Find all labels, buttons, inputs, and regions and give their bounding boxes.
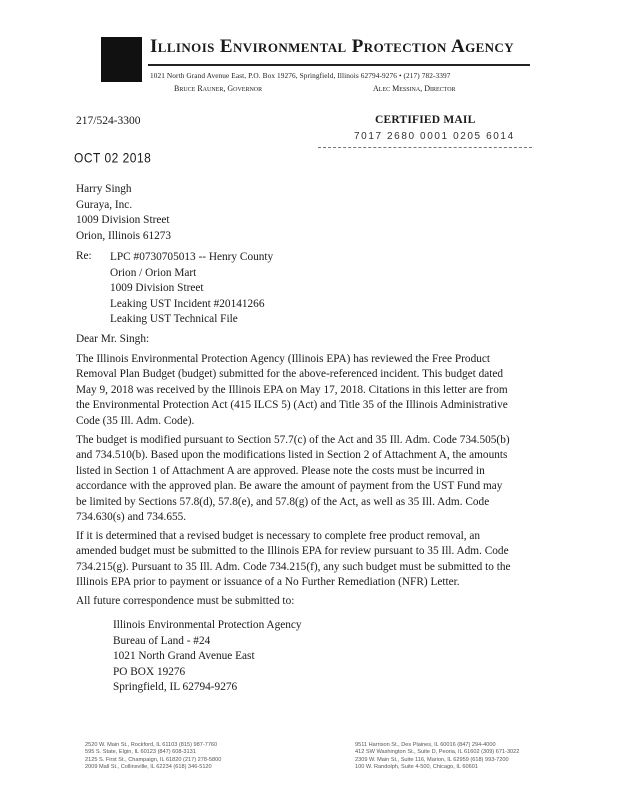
- footer-office: 2009 Mall St., Collinsville, IL 62234 (618) 346-5120: [85, 764, 212, 771]
- paragraph-line: If it is determined that a revised budget is necessary to complete free product removal, an: [76, 530, 481, 542]
- agency-logo: [101, 37, 142, 82]
- reference-label: Re:: [76, 250, 92, 262]
- reference-line: LPC #0730705013 -- Henry County: [110, 251, 274, 263]
- certified-mail-label: CERTIFIED MAIL: [375, 114, 476, 126]
- agency-address: 1021 North Grand Avenue East, P.O. Box 19276, Springfield, Illinois 62794-9276 • (217) 782-3397: [150, 71, 451, 80]
- paragraph-line: listed in Section 1 of Attachment A are approved. Please note the costs must be incurred in: [76, 464, 485, 477]
- tracking-divider: [318, 147, 532, 148]
- footer-office: 2309 W. Main St., Suite 116, Marion, IL 62959 (618) 993-7200: [355, 756, 509, 763]
- paragraph-line: 734.630(s) and 734.655.: [76, 511, 187, 524]
- body-paragraph-review: [76, 352, 546, 429]
- mailing-address-line: 1021 North Grand Avenue East: [113, 650, 255, 663]
- paragraph-line: and 734.510(b). Based upon the modifications listed in Section 2 of Attachment A, the amounts: [76, 449, 508, 462]
- paragraph-line: Illinois EPA prior to payment or issuance of a No Further Remediation (NFR) Letter.: [76, 576, 460, 589]
- recipient-address: [76, 182, 171, 244]
- recipient-line: Orion, Illinois 61273: [76, 229, 172, 242]
- director-name: Alec Messina, Director: [373, 84, 456, 93]
- paragraph-line: Removal Plan Budget (budget) submitted for the above-referenced incident. This budget dated: [76, 368, 504, 381]
- footer-office: 595 S. State, Elgin, IL 60123 (847) 608-3131: [85, 749, 196, 756]
- recipient-line: Harry Singh: [76, 183, 132, 195]
- mailing-address: [113, 618, 302, 696]
- mailing-address-line: Bureau of Land - #24: [113, 634, 211, 647]
- paragraph-line: the Environmental Protection Act (415 ILCS 5) (Act) and Title 35 of the Illinois Administrative: [76, 399, 508, 412]
- footer-offices-right: [355, 742, 519, 772]
- body-paragraph-revised-budget: [76, 529, 546, 591]
- phone-number: 217/524-3300: [76, 115, 141, 127]
- paragraph-line: The budget is modified pursuant to Section 57.7(c) of the Act and 35 Ill. Adm. Code 734.505(b): [76, 434, 510, 446]
- paragraph-line: All future correspondence must be submitted to:: [76, 595, 295, 607]
- agency-name: Illinois Environmental Protection Agency: [150, 36, 515, 57]
- body-paragraph-correspondence: [76, 594, 546, 609]
- footer-office: 100 W. Randolph, Suite 4-500, Chicago, IL 60601: [355, 764, 478, 771]
- salutation: Dear Mr. Singh:: [76, 333, 150, 345]
- paragraph-line: Code (35 Ill. Adm. Code).: [76, 414, 195, 427]
- body-paragraph-modification: [76, 433, 546, 525]
- mailing-address-line: Illinois Environmental Protection Agency: [113, 619, 302, 631]
- footer-offices-left: [85, 742, 221, 772]
- mailing-address-line: Springfield, IL 62794-9276: [113, 681, 238, 694]
- footer-office: 9511 Harrison St., Des Plaines, IL 60016 (847) 294-4000: [355, 742, 496, 748]
- footer-office: 2520 W. Main St., Rockford, IL 61103 (815) 987-7760: [85, 742, 218, 748]
- reference-line: 1009 Division Street: [110, 282, 204, 295]
- paragraph-line: amended budget must be submitted to the Illinois EPA for review pursuant to 35 Ill. Adm. Code: [76, 545, 509, 558]
- footer-office: 2125 S. First St., Champaign, IL 61820 (217) 278-5800: [85, 756, 222, 763]
- header-divider: [148, 64, 530, 66]
- paragraph-line: The Illinois Environmental Protection Agency (Illinois EPA) has reviewed the Free Product: [76, 353, 491, 365]
- governor-name: Bruce Rauner, Governor: [174, 84, 263, 93]
- recipient-line: 1009 Division Street: [76, 214, 170, 227]
- recipient-line: Guraya, Inc.: [76, 198, 133, 211]
- paragraph-line: May 9, 2018 was received by the Illinois EPA on May 17, 2018. Citations in this letter are from: [76, 383, 508, 396]
- reference-block: [110, 250, 273, 328]
- footer-office: 412 SW Washington St., Suite D, Peoria, IL 61602 (309) 671-3022: [355, 749, 520, 756]
- reference-line: Leaking UST Incident #20141266: [110, 297, 265, 310]
- mailing-address-line: PO BOX 19276: [113, 665, 186, 678]
- paragraph-line: accordance with the approved plan. Be aware the amount of payment from the UST Fund may: [76, 480, 503, 493]
- reference-line: Leaking UST Technical File: [110, 313, 238, 326]
- paragraph-line: be limited by Sections 57.8(d), 57.8(e), and 57.8(g) of the Act, as well as 35 Ill. Adm. Code: [76, 495, 490, 508]
- paragraph-line: 734.215(g). Pursuant to 35 Ill. Adm. Code 734.215(f), any such budget must be submitted to the: [76, 560, 511, 573]
- date-stamp: OCT 02 2018: [74, 150, 152, 167]
- tracking-number: 7017 2680 0001 0205 6014: [354, 131, 515, 142]
- reference-line: Orion / Orion Mart: [110, 266, 197, 279]
